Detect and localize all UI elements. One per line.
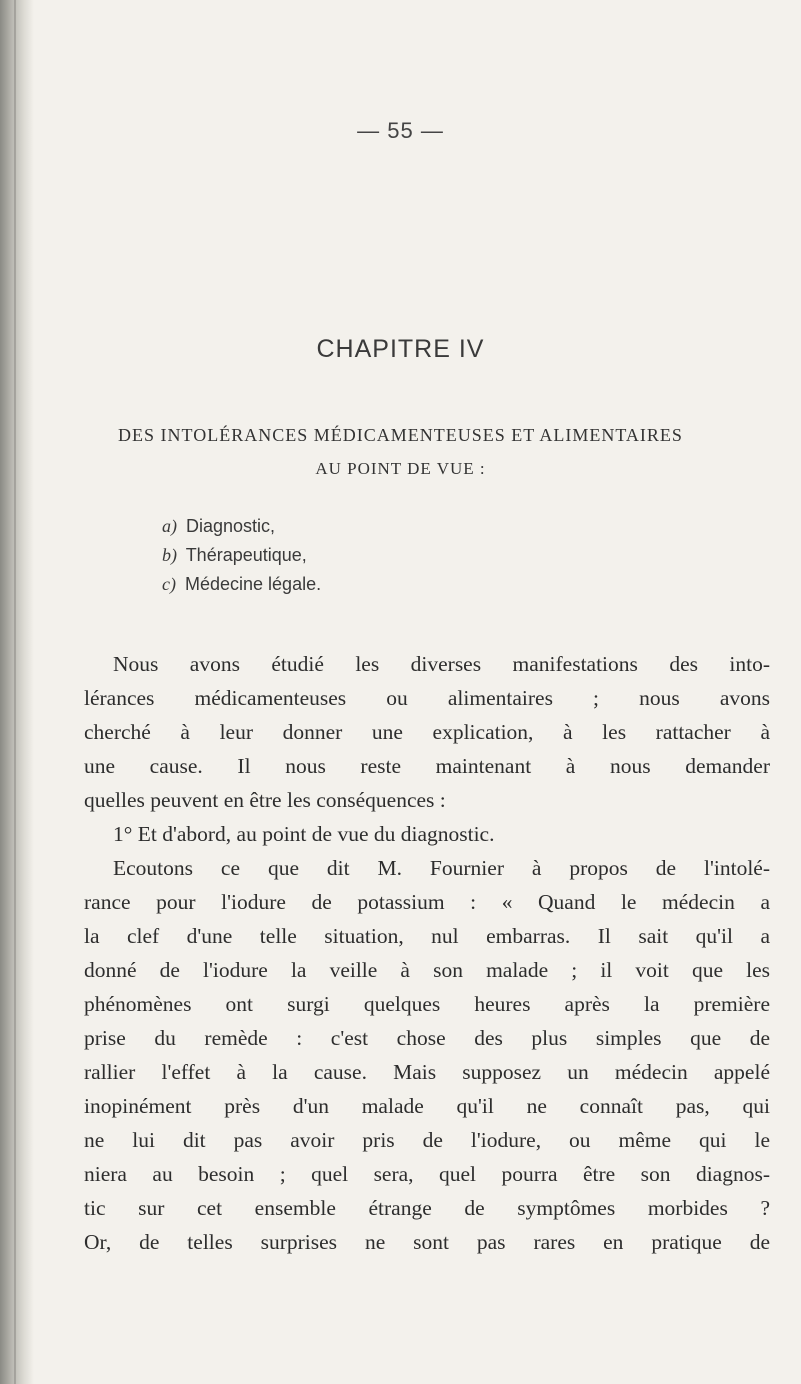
topic-letter: a) [162,516,177,536]
body-line: Nous avons étudié les diverses manifestations des into- [113,652,770,676]
body-line: 1° Et d'abord, au point de vue du diagnostic. [113,822,495,846]
topic-letter: c) [162,574,176,594]
body-line: donné de l'iodure la veille à son malade ; il voit que les [84,958,770,982]
page-number: — 55 — [357,118,444,143]
body-line: prise du remède : c'est chose des plus simples que de [84,1026,770,1050]
body-line: quelles peuvent en être les conséquences : [84,788,446,812]
body-line: cherché à leur donner une explication, à les rattacher à [84,720,770,744]
body-line: une cause. Il nous reste maintenant à nous demander [84,754,770,778]
chapter-subtitle-line-2: AU POINT DE VUE : [315,459,486,478]
topic-label: Médecine légale. [185,574,322,594]
body-line: rallier l'effet à la cause. Mais supposez un médecin appelé [84,1060,770,1084]
body-line: Ecoutons ce que dit M. Fournier à propos de l'intolé- [113,856,770,880]
body-line: ne lui dit pas avoir pris de l'iodure, ou même qui le [84,1128,770,1152]
body-line: inopinément près d'un malade qu'il ne connaît pas, qui [84,1094,770,1118]
topic-letter: b) [162,545,177,565]
topic-label: Diagnostic, [186,516,276,536]
body-line: la clef d'une telle situation, nul embarras. Il sait qu'il a [84,924,770,948]
body-line: niera au besoin ; quel sera, quel pourra être son diagnos- [84,1162,770,1186]
body-line: lérances médicamenteuses ou alimentaires ; nous avons [84,686,770,710]
chapter-subtitle-line-1: DES INTOLÉRANCES MÉDICAMENTEUSES ET ALIMENTAIRES [118,425,683,445]
body-line: rance pour l'iodure de potassium : « Quand le médecin a [84,890,770,914]
body-line: Or, de telles surprises ne sont pas rares en pratique de [84,1230,770,1254]
body-line: tic sur cet ensemble étrange de symptômes morbides ? [84,1196,770,1220]
topic-label: Thérapeutique, [185,545,307,565]
chapter-title: CHAPITRE IV [316,335,485,363]
body-line: phénomènes ont surgi quelques heures après la première [84,992,770,1016]
